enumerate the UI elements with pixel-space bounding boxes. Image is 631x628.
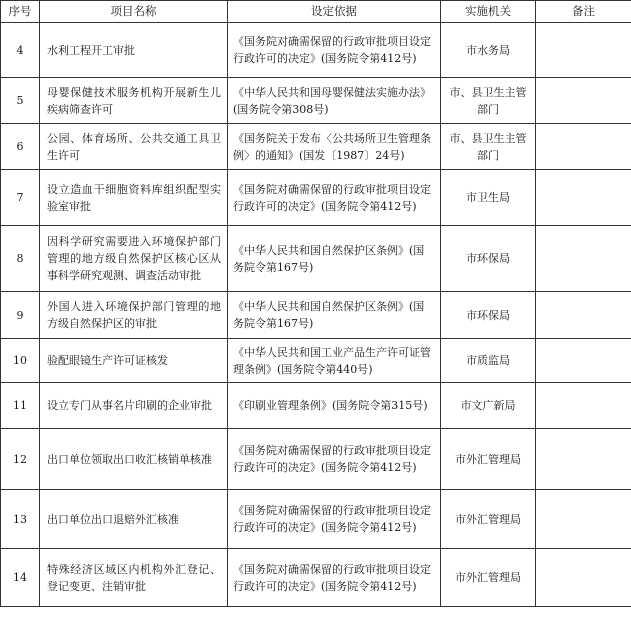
- row-no: 4: [1, 23, 40, 78]
- table-row: [1, 292, 631, 339]
- row-no: 14: [1, 549, 40, 607]
- row-note: [536, 292, 631, 339]
- table-header-row: [1, 1, 631, 23]
- table-row: [1, 383, 631, 429]
- row-name: 出口单位出口退赔外汇核准: [40, 490, 228, 549]
- table-row: [1, 429, 631, 490]
- row-org: 市卫生局: [441, 170, 536, 226]
- row-name: 外国人进入环境保护部门管理的地方级自然保护区的审批: [40, 292, 228, 339]
- table-row: [1, 124, 631, 170]
- row-name: 出口单位领取出口收汇核销单核准: [40, 429, 228, 490]
- table-row: [1, 339, 631, 383]
- row-no: 9: [1, 292, 40, 339]
- row-no: 6: [1, 124, 40, 170]
- header-note: 备注: [536, 1, 631, 23]
- row-basis: 《国务院对确需保留的行政审批项目设定行政许可的决定》(国务院令第412号): [228, 429, 441, 490]
- row-note: [536, 429, 631, 490]
- row-basis: 《印刷业管理条例》(国务院令第315号): [228, 383, 441, 429]
- row-note: [536, 226, 631, 292]
- row-note: [536, 339, 631, 383]
- row-no: 5: [1, 78, 40, 124]
- table-row: [1, 23, 631, 78]
- header-org: 实施机关: [441, 1, 536, 23]
- row-note: [536, 383, 631, 429]
- row-basis: 《国务院对确需保留的行政审批项目设定行政许可的决定》(国务院令第412号): [228, 490, 441, 549]
- row-note: [536, 78, 631, 124]
- row-org: 市外汇管理局: [441, 429, 536, 490]
- row-no: 7: [1, 170, 40, 226]
- row-name: 设立专门从事名片印刷的企业审批: [40, 383, 228, 429]
- table-row: [1, 170, 631, 226]
- row-name: 验配眼镜生产许可证核发: [40, 339, 228, 383]
- row-no: 11: [1, 383, 40, 429]
- row-basis: 《中华人民共和国母婴保健法实施办法》(国务院令第308号): [228, 78, 441, 124]
- row-no: 10: [1, 339, 40, 383]
- row-org: 市、县卫生主管部门: [441, 124, 536, 170]
- row-basis: 《国务院对确需保留的行政审批项目设定行政许可的决定》(国务院令第412号): [228, 23, 441, 78]
- row-org: 市外汇管理局: [441, 490, 536, 549]
- row-note: [536, 549, 631, 607]
- row-note: [536, 124, 631, 170]
- row-no: 12: [1, 429, 40, 490]
- row-org: 市环保局: [441, 292, 536, 339]
- row-name: 因科学研究需要进入环境保护部门管理的地方级自然保护区核心区从事科学研究观测、调查活动审批: [40, 226, 228, 292]
- row-note: [536, 490, 631, 549]
- row-org: 市、县卫生主管部门: [441, 78, 536, 124]
- row-no: 8: [1, 226, 40, 292]
- row-org: 市质监局: [441, 339, 536, 383]
- row-basis: 《中华人民共和国工业产品生产许可证管理条例》(国务院令第440号): [228, 339, 441, 383]
- row-org: 市外汇管理局: [441, 549, 536, 607]
- row-org: 市文广新局: [441, 383, 536, 429]
- row-name: 设立造血干细胞资料库组织配型实验室审批: [40, 170, 228, 226]
- row-basis: 《国务院对确需保留的行政审批项目设定行政许可的决定》(国务院令第412号): [228, 549, 441, 607]
- row-name: 水利工程开工审批: [40, 23, 228, 78]
- table-row: [1, 549, 631, 607]
- row-no: 13: [1, 490, 40, 549]
- row-basis: 《国务院关于发布〈公共场所卫生管理条例〉的通知》(国发〔1987〕24号): [228, 124, 441, 170]
- row-name: 公园、体育场所、公共交通工具卫生许可: [40, 124, 228, 170]
- row-name: 特殊经济区域区内机构外汇登记、登记变更、注销审批: [40, 549, 228, 607]
- row-name: 母婴保健技术服务机构开展新生儿疾病筛查许可: [40, 78, 228, 124]
- row-basis: 《中华人民共和国自然保护区条例》(国务院令第167号): [228, 292, 441, 339]
- table-row: [1, 226, 631, 292]
- header-no: 序号: [1, 1, 40, 23]
- row-org: 市水务局: [441, 23, 536, 78]
- row-note: [536, 23, 631, 78]
- table-row: [1, 490, 631, 549]
- table-row: [1, 78, 631, 124]
- row-basis: 《国务院对确需保留的行政审批项目设定行政许可的决定》(国务院令第412号): [228, 170, 441, 226]
- row-org: 市环保局: [441, 226, 536, 292]
- header-name: 项目名称: [40, 1, 228, 23]
- row-basis: 《中华人民共和国自然保护区条例》(国务院令第167号): [228, 226, 441, 292]
- header-basis: 设定依据: [228, 1, 441, 23]
- row-note: [536, 170, 631, 226]
